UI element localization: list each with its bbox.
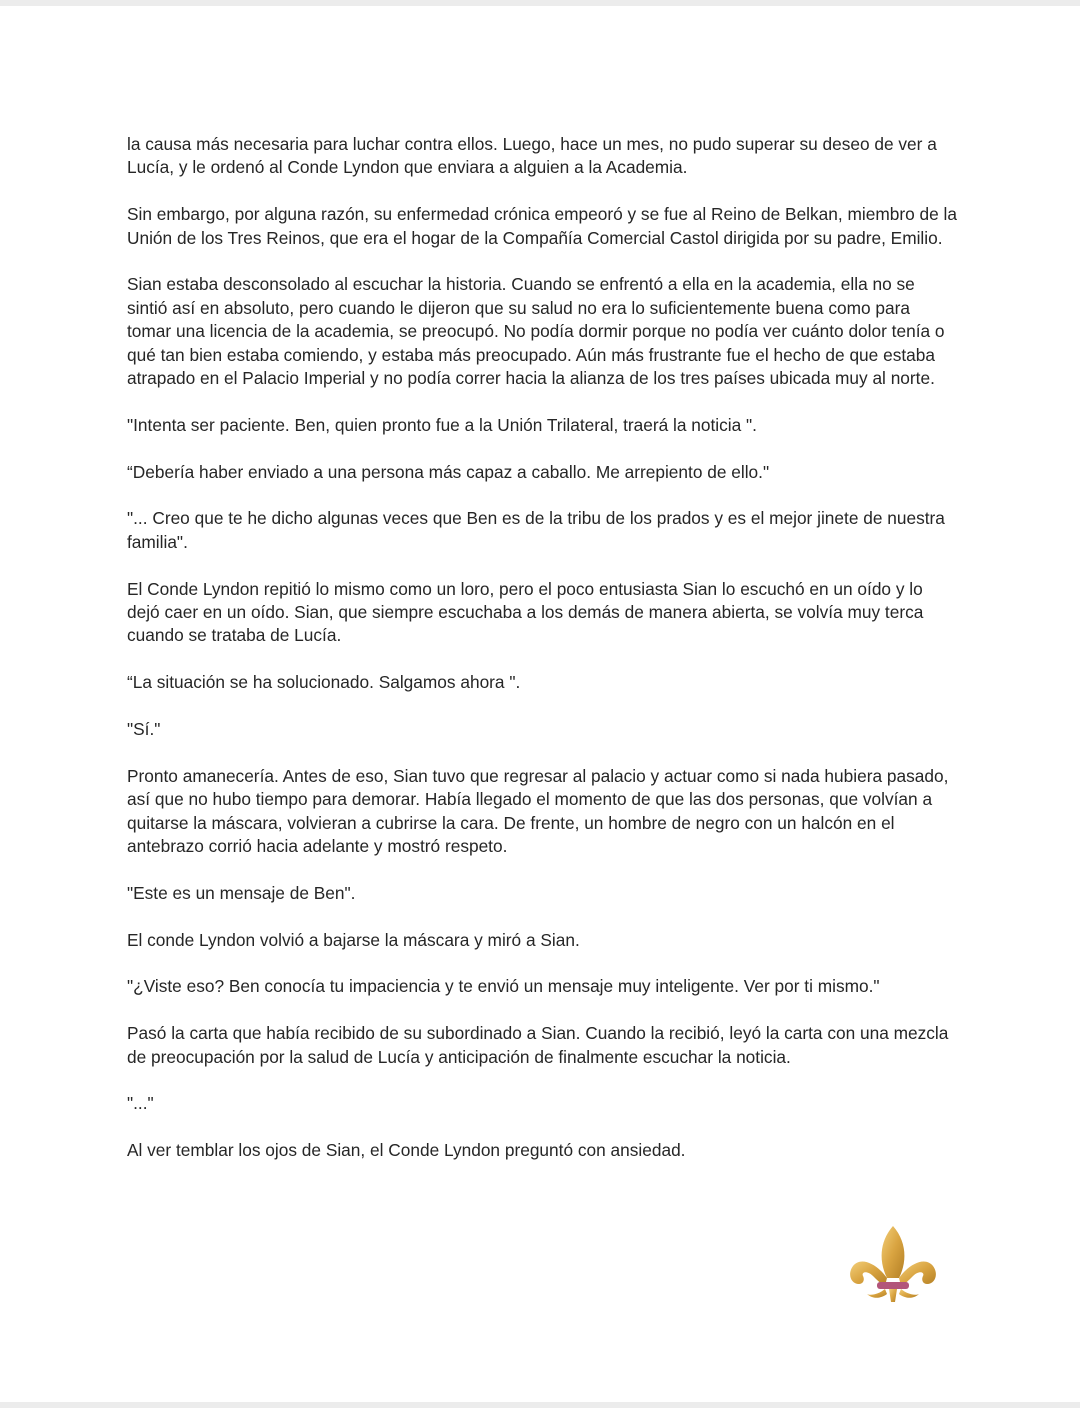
paragraph: “Debería haber enviado a una persona más capaz a caballo. Me arrepiento de ello." [127, 461, 770, 482]
paragraph: la causa más necesaria para luchar contra ellos. Luego, hace un mes, no pudo superar su deseo de ver a Lucía, y le ordenó al Conde Lyndon que enviara a alguien a la Academia. [127, 134, 937, 178]
paragraph: El conde Lyndon volvió a bajarse la máscara y miró a Sian. [127, 929, 580, 950]
paragraph: "¿Viste eso? Ben conocía tu impaciencia y te envió un mensaje muy inteligente. Ver por ti mismo." [127, 976, 880, 997]
paragraph: "Este es un mensaje de Ben". [127, 882, 356, 903]
paragraph: "Sí." [127, 719, 161, 740]
paragraph: "Intenta ser paciente. Ben, quien pronto fue a la Unión Trilateral, traerá la noticia ". [127, 414, 757, 435]
paragraph: Sian estaba desconsolado al escuchar la historia. Cuando se enfrentó a ella en la academia, ella no se sintió así en absoluto, pero cuando le dijeron que su salud no era lo suficientemente buena como para tomar una licencia de la academia, se preocupó. No podía dormir porque no podía ver cuánto dolor tenía o qué tan bien estaba comiendo, y estaba más preocupado. Aún más frustrante fue el hecho de que estaba atrapado en el Palacio Imperial y no podía correr hacia la alianza de los tres países ubicada muy al norte. [127, 274, 945, 389]
paragraph: Al ver temblar los ojos de Sian, el Conde Lyndon preguntó con ansiedad. [127, 1140, 686, 1161]
paragraph: El Conde Lyndon repitió lo mismo como un loro, pero el poco entusiasta Sian lo escuchó en un oído y lo dejó caer en un oído. Sian, que siempre escuchaba a los demás de manera abierta, se volvía muy terca cuando se trataba de Lucía. [127, 578, 924, 646]
paragraph: “La situación se ha solucionado. Salgamos ahora ". [127, 672, 521, 693]
paragraph: Pronto amanecería. Antes de eso, Sian tuvo que regresar al palacio y actuar como si nada hubiera pasado, así que no hubo tiempo para demorar. Había llegado el momento de que las dos personas, que volvían a quitarse la máscara, volvieran a cubrirse la cara. De frente, un hombre de negro con un halcón en el antebrazo corrió hacia adelante y mostró respeto. [127, 765, 949, 857]
document-page [0, 6, 1080, 1402]
paragraph: Sin embargo, por alguna razón, su enfermedad crónica empeoró y se fue al Reino de Belkan, miembro de la Unión de los Tres Reinos, que era el hogar de la Compañía Comercial Castol dirigida por su padre, Emilio. [127, 204, 957, 248]
fleur-de-lis-logo [843, 1222, 943, 1340]
paragraph: Pasó la carta que había recibido de su subordinado a Sian. Cuando la recibió, leyó la carta con una mezcla de preocupación por la salud de Lucía y anticipación de finalmente escuchar la noticia. [127, 1023, 949, 1067]
paragraph: "..." [127, 1093, 154, 1114]
fleur-de-lis-icon [843, 1222, 943, 1340]
document-body [127, 133, 957, 1186]
paragraph: "... Creo que te he dicho algunas veces que Ben es de la tribu de los prados y es el mejor jinete de nuestra familia". [127, 508, 945, 552]
